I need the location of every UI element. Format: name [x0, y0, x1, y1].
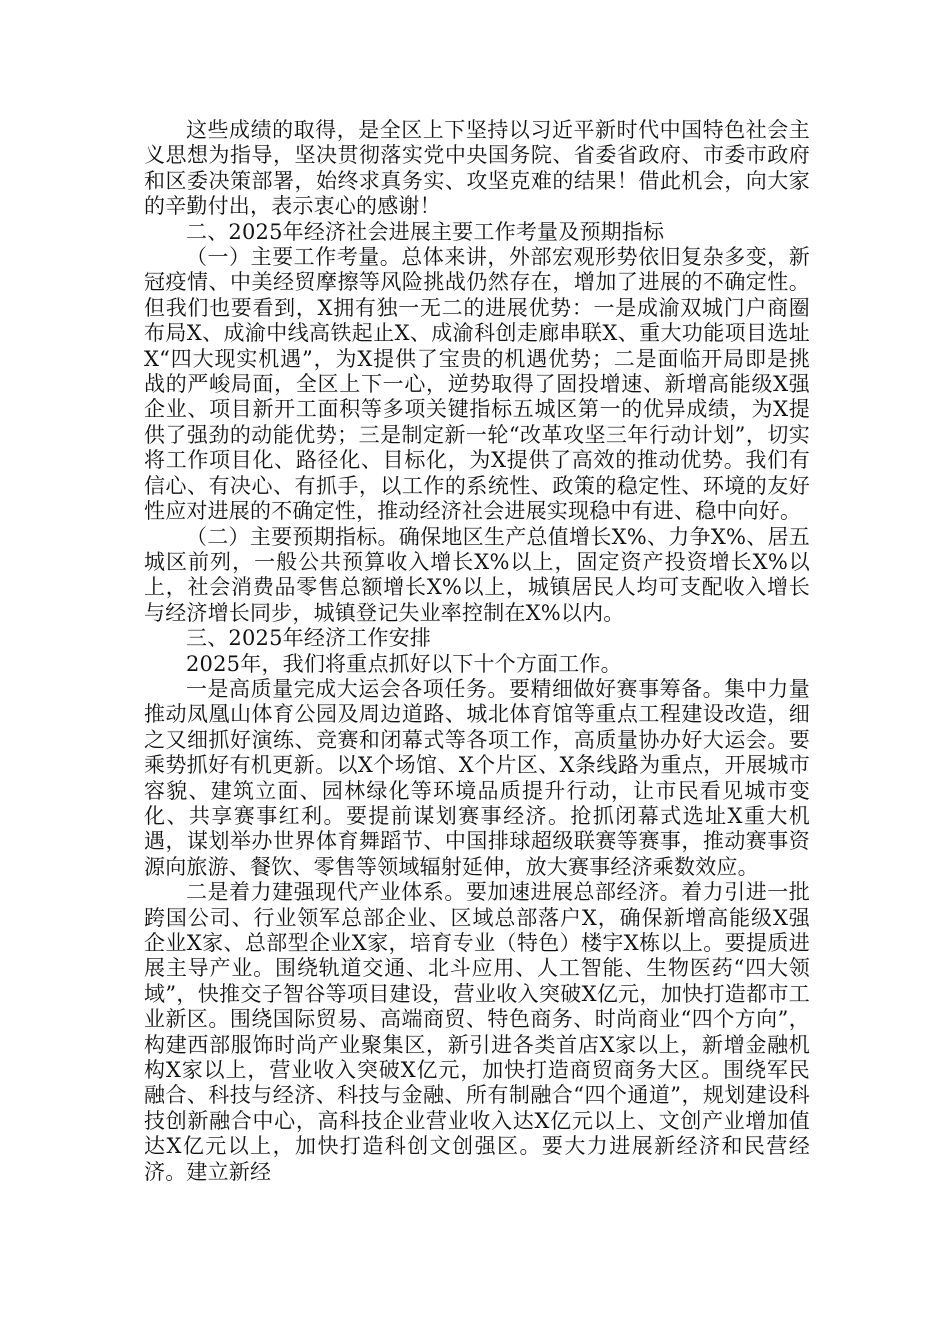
paragraph-expected-indicators: （二）主要预期指标。确保地区生产总值增长X%、力争X%、居五城区前列，一般公共预算收入增长X%以上，固定资产投资增长X%以上，社会消费品零售总额增长X%以上，城镇居民人均可支配收入增长与经济增长同步，城镇登记失业率控制在X%以内。	[144, 524, 810, 625]
paragraph-intro-ten-tasks: 2025年，我们将重点抓好以下十个方面工作。	[186, 651, 622, 676]
paragraph-work-considerations: （一）主要工作考量。总体来讲，外部宏观形势依旧复杂多变，新冠疫情、中美经贸摩擦等风险挑战仍然存在，增加了进展的不确定性。但我们也要看到，X拥有独一无二的进展优势：一是成渝双城门户商圈布局X、成渝中线高铁起止X、成渝科创走廊串联X、重大功能项目选址X“四大现实机遇”，为X提供了宝贵的机遇优势；二是面临开局即是挑战的严峻局面，全区上下一心，逆势取得了固投增速、新增高能级X强企业、项目新开工面积等多项关键指标五城区第一的优异成绩，为X提供了强劲的动能优势；三是制定新一轮“改革攻坚三年行动计划”，切实将工作项目化、路径化、目标化，为X提供了高效的推动优势。我们有信心、有决心、有抓手，以工作的系统性、政策的稳定性、环境的友好性应对进展的不确定性，推动经济社会进展实现稳中有进、稳中向好。	[144, 245, 810, 524]
document-page	[144, 118, 810, 1185]
section-heading-2: 二、2025年经济社会进展主要工作考量及预期指标	[186, 219, 665, 244]
paragraph-acknowledgement: 这些成绩的取得，是全区上下坚持以习近平新时代中国特色社会主义思想为指导，坚决贯彻落实党中央国务院、省委省政府、市委市政府和区委决策部署，始终求真务实、攻坚克难的结果！借此机会，向大家的辛勤付出，表示衷心的感谢！	[144, 118, 810, 219]
section-heading-3: 三、2025年经济工作安排	[186, 626, 432, 651]
paragraph-task-universiade: 一是高质量完成大运会各项任务。要精细做好赛事筹备。集中力量推动凤凰山体育公园及周边道路、城北体育馆等重点工程建设改造，细之又细抓好演练、竞赛和闭幕式等各项工作，高质量协办好大运会。要乘势抓好有机更新。以X个场馆、X个片区、X条线路为重点，开展城市容貌、建筑立面、园林绿化等环境品质提升行动，让市民看见城市变化、共享赛事红利。要提前谋划赛事经济。抢抓闭幕式选址X重大机遇，谋划举办世界体育舞蹈节、中国排球超级联赛等赛事，推动赛事资源向旅游、餐饮、零售等领域辐射延伸，放大赛事经济乘数效应。	[144, 676, 810, 879]
paragraph-task-industry: 二是着力建强现代产业体系。要加速进展总部经济。着力引进一批跨国公司、行业领军总部企业、区域总部落户X，确保新增高能级X强企业X家、总部型企业X家，培育专业（特色）楼宇X栋以上。要提质进展主导产业。围绕轨道交通、北斗应用、人工智能、生物医药“四大领域”，快推交子智谷等项目建设，营业收入突破X亿元，加快打造都市工业新区。围绕国际贸易、高端商贸、特色商务、时尚商业“四个方向”，构建西部服饰时尚产业聚集区，新引进各类首店X家以上，新增金融机构X家以上，营业收入突破X亿元，加快打造商贸商务大区。围绕军民融合、科技与经济、科技与金融、所有制融合“四个通道”，规划建设科技创新融合中心，高科技企业营业收入达X亿元以上、文创产业增加值达X亿元以上，加快打造科创文创强区。要大力进展新经济和民营经济。建立新经	[144, 880, 810, 1184]
